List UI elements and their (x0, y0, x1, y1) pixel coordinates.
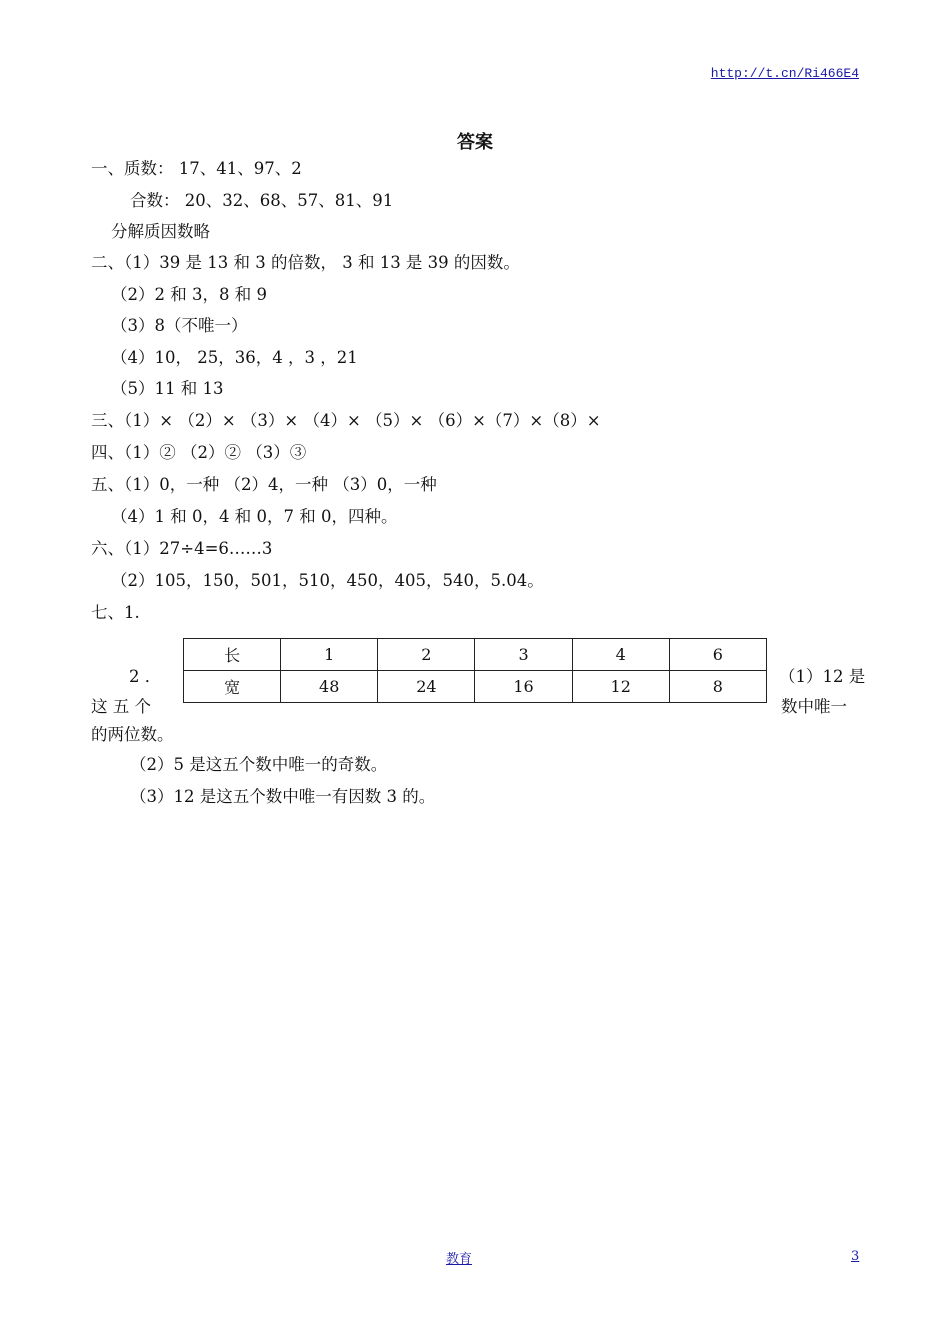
table-cell: 长 (184, 639, 281, 671)
answer-7-2-text-right-1: （1）12 是 (779, 667, 866, 686)
answer-5-4: （4）1 和 0，4 和 0，7 和 0，四种。 (111, 507, 398, 526)
table-cell: 48 (281, 671, 378, 703)
answer-7-1: 七、1. (91, 603, 140, 622)
table-cell: 6 (669, 639, 766, 671)
table-row (184, 671, 767, 703)
answer-7-2-text-cont: 的两位数。 (91, 725, 174, 744)
answer-2-4: （4）10， 25，36，4 ，3 ，21 (111, 348, 358, 367)
table-cell: 1 (281, 639, 378, 671)
answer-2-5: （5）11 和 13 (111, 379, 224, 398)
answer-3: 三、（1）× （2）× （3）× （4）× （5）× （6）×（7）×（8）× (91, 411, 601, 430)
header-link[interactable]: http://t.cn/Ri466E4 (710, 66, 859, 81)
answer-6-1: 六、（1）27÷4=6……3 (91, 539, 273, 558)
page-title: 答案 (457, 132, 493, 153)
page-number[interactable]: 3 (851, 1249, 860, 1264)
answer-1-factorization: 分解质因数略 (111, 222, 210, 241)
answer-2-2: （2）2 和 3，8 和 9 (111, 285, 267, 304)
answer-1-primes: 一、质数： 17、41、97、2 (91, 159, 302, 178)
table-row (184, 639, 767, 671)
table-cell: 2 (378, 639, 475, 671)
answer-2-3: （3）8（不唯一） (111, 316, 248, 335)
table-cell: 16 (475, 671, 572, 703)
table-cell: 24 (378, 671, 475, 703)
answer-2-1: 二、（1）39 是 13 和 3 的倍数， 3 和 13 是 39 的因数。 (91, 253, 520, 272)
answer-7-2-text-left: 这 五 个 (91, 697, 151, 716)
table-cell: 3 (475, 639, 572, 671)
table-cell: 4 (572, 639, 669, 671)
table-cell: 12 (572, 671, 669, 703)
answer-7-2-2: （2）5 是这五个数中唯一的奇数。 (130, 755, 388, 774)
answer-7-2-3: （3）12 是这五个数中唯一有因数 3 的。 (130, 787, 436, 806)
answer-1-composites: 合数： 20、32、68、57、81、91 (130, 191, 394, 210)
table-cell: 宽 (184, 671, 281, 703)
length-width-table (183, 638, 767, 703)
answer-6-2: （2）105，150，501，510，450，405，540，5.04。 (111, 571, 544, 590)
answer-7-2-text-right-2: 数中唯一 (781, 697, 847, 716)
answer-7-2-label: 2 ． (129, 667, 162, 686)
table-cell: 8 (669, 671, 766, 703)
answer-4: 四、（1）② （2）② （3）③ (91, 443, 307, 462)
answer-5-1-3: 五、（1）0，一种 （2）4，一种 （3）0，一种 (91, 475, 437, 494)
footer-link[interactable]: 教育 (446, 1252, 473, 1267)
